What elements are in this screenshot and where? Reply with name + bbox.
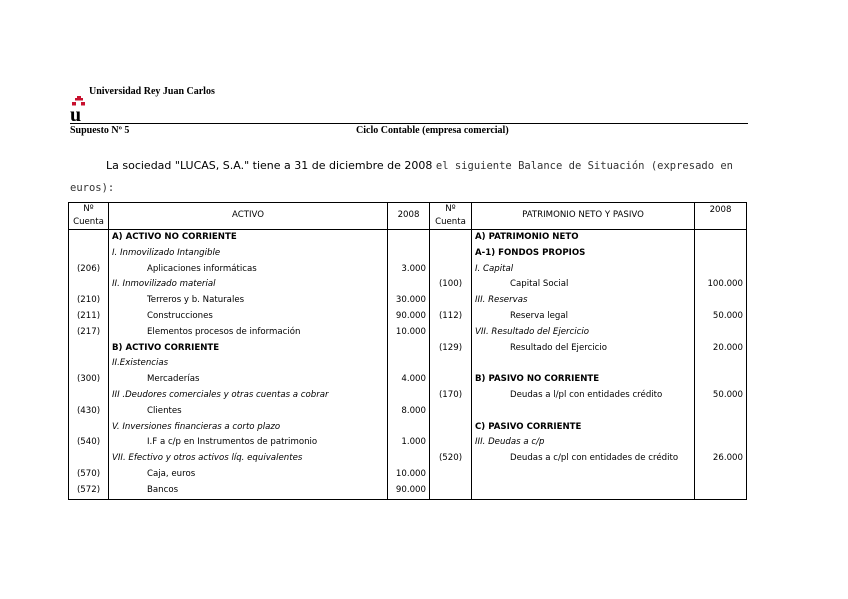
account-code-right	[430, 356, 472, 372]
pasivo-amount	[695, 325, 747, 341]
col-header-account-right	[430, 203, 472, 230]
intro-part-1: La sociedad "LUCAS, S.A." tiene a 31 de diciembre de 2008	[106, 159, 433, 172]
table-row	[69, 451, 747, 467]
pasivo-amount	[695, 356, 747, 372]
pasivo-description	[472, 404, 695, 420]
activo-amount: 8.000	[388, 404, 430, 420]
table-row	[69, 309, 747, 325]
activo-description: Bancos	[109, 483, 388, 499]
header-divider	[70, 123, 748, 124]
pasivo-description: Reserva legal	[472, 309, 695, 325]
pasivo-amount: 100.000	[695, 277, 747, 293]
account-code-right	[430, 435, 472, 451]
activo-amount: 90.000	[388, 309, 430, 325]
pasivo-description: Capital Social	[472, 277, 695, 293]
account-code-right	[430, 483, 472, 499]
pasivo-description: III. Reservas	[472, 293, 695, 309]
col-header-year-left: 2008	[388, 203, 430, 230]
table-row	[69, 388, 747, 404]
table-row	[69, 404, 747, 420]
activo-description: II.Existencias	[109, 356, 388, 372]
col-header-account-left	[69, 203, 109, 230]
activo-description: I. Inmovilizado Intangible	[109, 246, 388, 262]
activo-description: Caja, euros	[109, 467, 388, 483]
col-header-pasivo: PATRIMONIO NETO Y PASIVO	[472, 203, 695, 230]
account-code-right: (129)	[430, 341, 472, 357]
pasivo-amount	[695, 467, 747, 483]
intro-part-2: el siguiente Balance de Situación (expresado en euros):	[70, 160, 734, 194]
pasivo-amount	[695, 230, 747, 246]
account-code-right: (112)	[430, 309, 472, 325]
activo-amount: 10.000	[388, 467, 430, 483]
account-code-left	[69, 246, 109, 262]
account-code-right: (100)	[430, 277, 472, 293]
col-header-year-right: 2008	[695, 203, 747, 230]
account-code-left	[69, 451, 109, 467]
pasivo-description: Deudas a l/pl con entidades crédito	[472, 388, 695, 404]
table-row	[69, 435, 747, 451]
account-code-left	[69, 420, 109, 436]
account-code-left: (206)	[69, 262, 109, 278]
pasivo-amount	[695, 372, 747, 388]
pasivo-description: I. Capital	[472, 262, 695, 278]
table-row	[69, 372, 747, 388]
account-code-left: (570)	[69, 467, 109, 483]
table-row	[69, 246, 747, 262]
activo-description: Clientes	[109, 404, 388, 420]
pasivo-amount: 20.000	[695, 341, 747, 357]
account-code-left	[69, 356, 109, 372]
table-header-row	[69, 203, 747, 230]
activo-amount	[388, 420, 430, 436]
activo-amount	[388, 341, 430, 357]
activo-amount: 4.000	[388, 372, 430, 388]
activo-amount: 10.000	[388, 325, 430, 341]
intro-paragraph	[70, 155, 760, 199]
account-code-left	[69, 277, 109, 293]
account-code-left: (211)	[69, 309, 109, 325]
activo-description: Terreros y b. Naturales	[109, 293, 388, 309]
account-code-left: (430)	[69, 404, 109, 420]
account-code-right: (520)	[430, 451, 472, 467]
pasivo-description: VII. Resultado del Ejercicio	[472, 325, 695, 341]
document-title: Ciclo Contable (empresa comercial)	[356, 125, 509, 136]
pasivo-description	[472, 483, 695, 499]
activo-description: III .Deudores comerciales y otras cuentas a cobrar	[109, 388, 388, 404]
account-code-right	[430, 420, 472, 436]
case-number: Supuesto Nº 5	[70, 125, 130, 136]
activo-description: Aplicaciones informáticas	[109, 262, 388, 278]
activo-amount: 30.000	[388, 293, 430, 309]
activo-description: VII. Efectivo y otros activos líq. equivalentes	[109, 451, 388, 467]
account-code-left: (572)	[69, 483, 109, 499]
account-code-right	[430, 246, 472, 262]
pasivo-amount	[695, 293, 747, 309]
pasivo-amount	[695, 262, 747, 278]
activo-amount: 3.000	[388, 262, 430, 278]
col-header-account-no: Nº	[445, 204, 456, 214]
account-code-left	[69, 388, 109, 404]
account-code-left	[69, 230, 109, 246]
activo-description: A) ACTIVO NO CORRIENTE	[109, 230, 388, 246]
account-code-left: (210)	[69, 293, 109, 309]
pasivo-description: A) PATRIMONIO NETO	[472, 230, 695, 246]
pasivo-amount: 50.000	[695, 388, 747, 404]
university-name: Universidad Rey Juan Carlos	[89, 86, 215, 97]
table-row	[69, 293, 747, 309]
table-row	[69, 420, 747, 436]
activo-description: Construcciones	[109, 309, 388, 325]
account-code-right	[430, 230, 472, 246]
pasivo-amount	[695, 420, 747, 436]
pasivo-description: III. Deudas a c/p	[472, 435, 695, 451]
col-header-account-word: Cuenta	[435, 217, 466, 227]
activo-description: B) ACTIVO CORRIENTE	[109, 341, 388, 357]
pasivo-amount	[695, 246, 747, 262]
activo-amount: 1.000	[388, 435, 430, 451]
account-code-right	[430, 262, 472, 278]
account-code-right	[430, 404, 472, 420]
activo-description: V. Inversiones financieras a corto plazo	[109, 420, 388, 436]
activo-amount	[388, 230, 430, 246]
account-code-right	[430, 372, 472, 388]
account-code-right	[430, 467, 472, 483]
account-code-left: (217)	[69, 325, 109, 341]
activo-description: II. Inmovilizado material	[109, 277, 388, 293]
col-header-account-word: Cuenta	[73, 217, 104, 227]
pasivo-description: C) PASIVO CORRIENTE	[472, 420, 695, 436]
activo-amount	[388, 356, 430, 372]
account-code-left: (540)	[69, 435, 109, 451]
logo-letter: u	[70, 104, 82, 122]
pasivo-amount	[695, 435, 747, 451]
activo-description: Mercaderías	[109, 372, 388, 388]
account-code-left	[69, 341, 109, 357]
activo-amount	[388, 388, 430, 404]
activo-description: Elementos procesos de información	[109, 325, 388, 341]
pasivo-amount: 26.000	[695, 451, 747, 467]
table-row	[69, 325, 747, 341]
table-row	[69, 230, 747, 246]
pasivo-description: A-1) FONDOS PROPIOS	[472, 246, 695, 262]
activo-amount	[388, 277, 430, 293]
pasivo-amount: 50.000	[695, 309, 747, 325]
pasivo-description: Resultado del Ejercicio	[472, 341, 695, 357]
pasivo-description: B) PASIVO NO CORRIENTE	[472, 372, 695, 388]
activo-amount	[388, 451, 430, 467]
pasivo-amount	[695, 483, 747, 499]
table-row	[69, 356, 747, 372]
account-code-left: (300)	[69, 372, 109, 388]
table-row	[69, 277, 747, 293]
activo-amount	[388, 246, 430, 262]
account-code-right	[430, 293, 472, 309]
table-row	[69, 483, 747, 499]
table-row	[69, 262, 747, 278]
pasivo-description: Deudas a c/pl con entidades de crédito	[472, 451, 695, 467]
account-code-right	[430, 325, 472, 341]
activo-amount: 90.000	[388, 483, 430, 499]
pasivo-description	[472, 467, 695, 483]
col-header-account-no: Nº	[83, 204, 94, 214]
university-logo	[70, 96, 88, 122]
table-row	[69, 341, 747, 357]
balance-sheet-table	[68, 202, 747, 500]
table-row	[69, 467, 747, 483]
pasivo-description	[472, 356, 695, 372]
account-code-right: (170)	[430, 388, 472, 404]
pasivo-amount	[695, 404, 747, 420]
col-header-activo: ACTIVO	[109, 203, 388, 230]
activo-description: I.F a c/p en Instrumentos de patrimonio	[109, 435, 388, 451]
